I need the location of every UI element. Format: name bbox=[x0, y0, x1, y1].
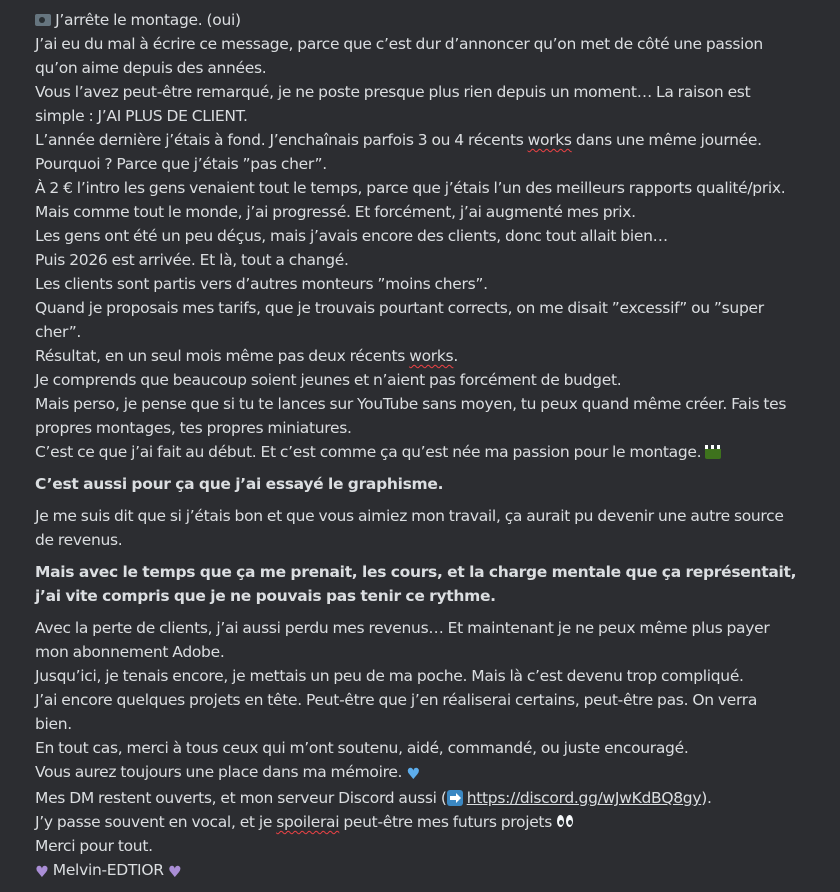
text-line: C’est ce que j’ai fait au début. Et c’est comme ça qu’est née ma passion pour le montage. bbox=[35, 440, 825, 464]
purple-heart-icon: ♥ bbox=[167, 863, 182, 881]
text-line: Vous l’avez peut-être remarqué, je ne poste presque plus rien depuis un moment… La raison est bbox=[35, 83, 751, 101]
misspelled-word[interactable]: spoilerai bbox=[276, 813, 340, 831]
text-line: Les gens ont été un peu déçus, mais j’avais encore des clients, donc tout allait bien… bbox=[35, 227, 668, 245]
text-line: L’année dernière j’étais à fond. J’enchaînais parfois 3 ou 4 récents works dans une même journée. bbox=[35, 131, 762, 149]
blue-heart-icon: ♥ bbox=[406, 765, 420, 783]
chat-message bbox=[35, 8, 825, 892]
text-line: Mais comme tout le monde, j’ai progressé. Et forcément, j’ai augmenté mes prix. bbox=[35, 203, 636, 221]
text-line: En tout cas, merci à tous ceux qui m’ont soutenu, aidé, commandé, ou juste encouragé. bbox=[35, 739, 689, 757]
misspelled-word[interactable]: works bbox=[409, 347, 454, 365]
message-intro bbox=[35, 8, 825, 464]
misspelled-word[interactable]: works bbox=[527, 131, 572, 149]
text-line: Je me suis dit que si j’étais bon et que vous aimiez mon travail, ça aurait pu devenir une autre source bbox=[35, 507, 784, 525]
text-line: de revenus. bbox=[35, 531, 123, 549]
purple-heart-icon: ♥ bbox=[35, 863, 49, 881]
message-title-line: J’arrête le montage. (oui) bbox=[35, 8, 825, 32]
text-line: J’ai encore quelques projets en tête. Peut-être que j’en réaliserai certains, peut-être pas. On verra bbox=[35, 691, 758, 709]
right-arrow-icon bbox=[447, 790, 463, 806]
message-outro bbox=[35, 616, 825, 884]
text-line: Vous aurez toujours une place dans ma mémoire. ♥ bbox=[35, 760, 825, 786]
text-line: Pourquoi ? Parce que j’étais ”pas cher”. bbox=[35, 155, 327, 173]
text-line: Mais perso, je pense que si tu te lances sur YouTube sans moyen, tu peux quand même créer. Fais tes bbox=[35, 395, 787, 413]
text-line: À 2 € l’intro les gens venaient tout le temps, parce que j’étais l’un des meilleurs rapports qualité/prix. bbox=[35, 179, 786, 197]
paragraph-revenue bbox=[35, 504, 825, 552]
text-line: bien. bbox=[35, 715, 72, 733]
text-line: Je comprends que beaucoup soient jeunes et n’aient pas forcément de budget. bbox=[35, 371, 622, 389]
text-line: Les clients sont partis vers d’autres monteurs ”moins chers”. bbox=[35, 275, 488, 293]
clapper-board-icon bbox=[705, 445, 721, 459]
movie-camera-icon bbox=[35, 14, 51, 26]
text-line: propres montages, tes propres miniatures. bbox=[35, 419, 352, 437]
text-line: Avec la perte de clients, j’ai aussi perdu mes revenus… Et maintenant je ne peux même plus payer bbox=[35, 619, 770, 637]
text-line: j’ai vite compris que je ne pouvais pas tenir ce rythme. bbox=[35, 587, 496, 605]
bold-heading-graphisme: C’est aussi pour ça que j’ai essayé le graphisme. bbox=[35, 475, 444, 493]
text-line: simple : J’AI PLUS DE CLIENT. bbox=[35, 107, 248, 125]
text-line: J’ai eu du mal à écrire ce message, parce que c’est dur d’annoncer qu’on met de côté une passion bbox=[35, 35, 763, 53]
text-line: Merci pour tout. bbox=[35, 837, 153, 855]
text-line: cher”. bbox=[35, 323, 82, 341]
text-line: Mais avec le temps que ça me prenait, les cours, et la charge mentale que ça représentait, bbox=[35, 563, 797, 581]
text-line: Résultat, en un seul mois même pas deux récents works. bbox=[35, 347, 458, 365]
text-line: qu’on aime depuis des années. bbox=[35, 59, 267, 77]
discord-invite-link[interactable]: https://discord.gg/wJwKdBQ8gy bbox=[466, 789, 702, 807]
bold-heading-rythme bbox=[35, 560, 825, 608]
text-line: mon abonnement Adobe. bbox=[35, 643, 225, 661]
signature-line: ♥ Melvin-EDTIOR ♥ bbox=[35, 858, 825, 884]
text-line: J’y passe souvent en vocal, et je spoilerai peut-être mes futurs projets bbox=[35, 810, 825, 834]
text-line: Puis 2026 est arrivée. Et là, tout a changé. bbox=[35, 251, 349, 269]
text-line: Jusqu’ici, je tenais encore, je mettais un peu de ma poche. Mais là c’est devenu trop compliqué. bbox=[35, 667, 744, 685]
eyes-icon bbox=[556, 815, 574, 829]
text-line: Quand je proposais mes tarifs, que je trouvais pourtant corrects, on me disait ”excessif” ou ”super bbox=[35, 299, 764, 317]
text-line: Mes DM restent ouverts, et mon serveur Discord aussi ( https://discord.gg/wJwKdBQ8gy). bbox=[35, 789, 712, 807]
